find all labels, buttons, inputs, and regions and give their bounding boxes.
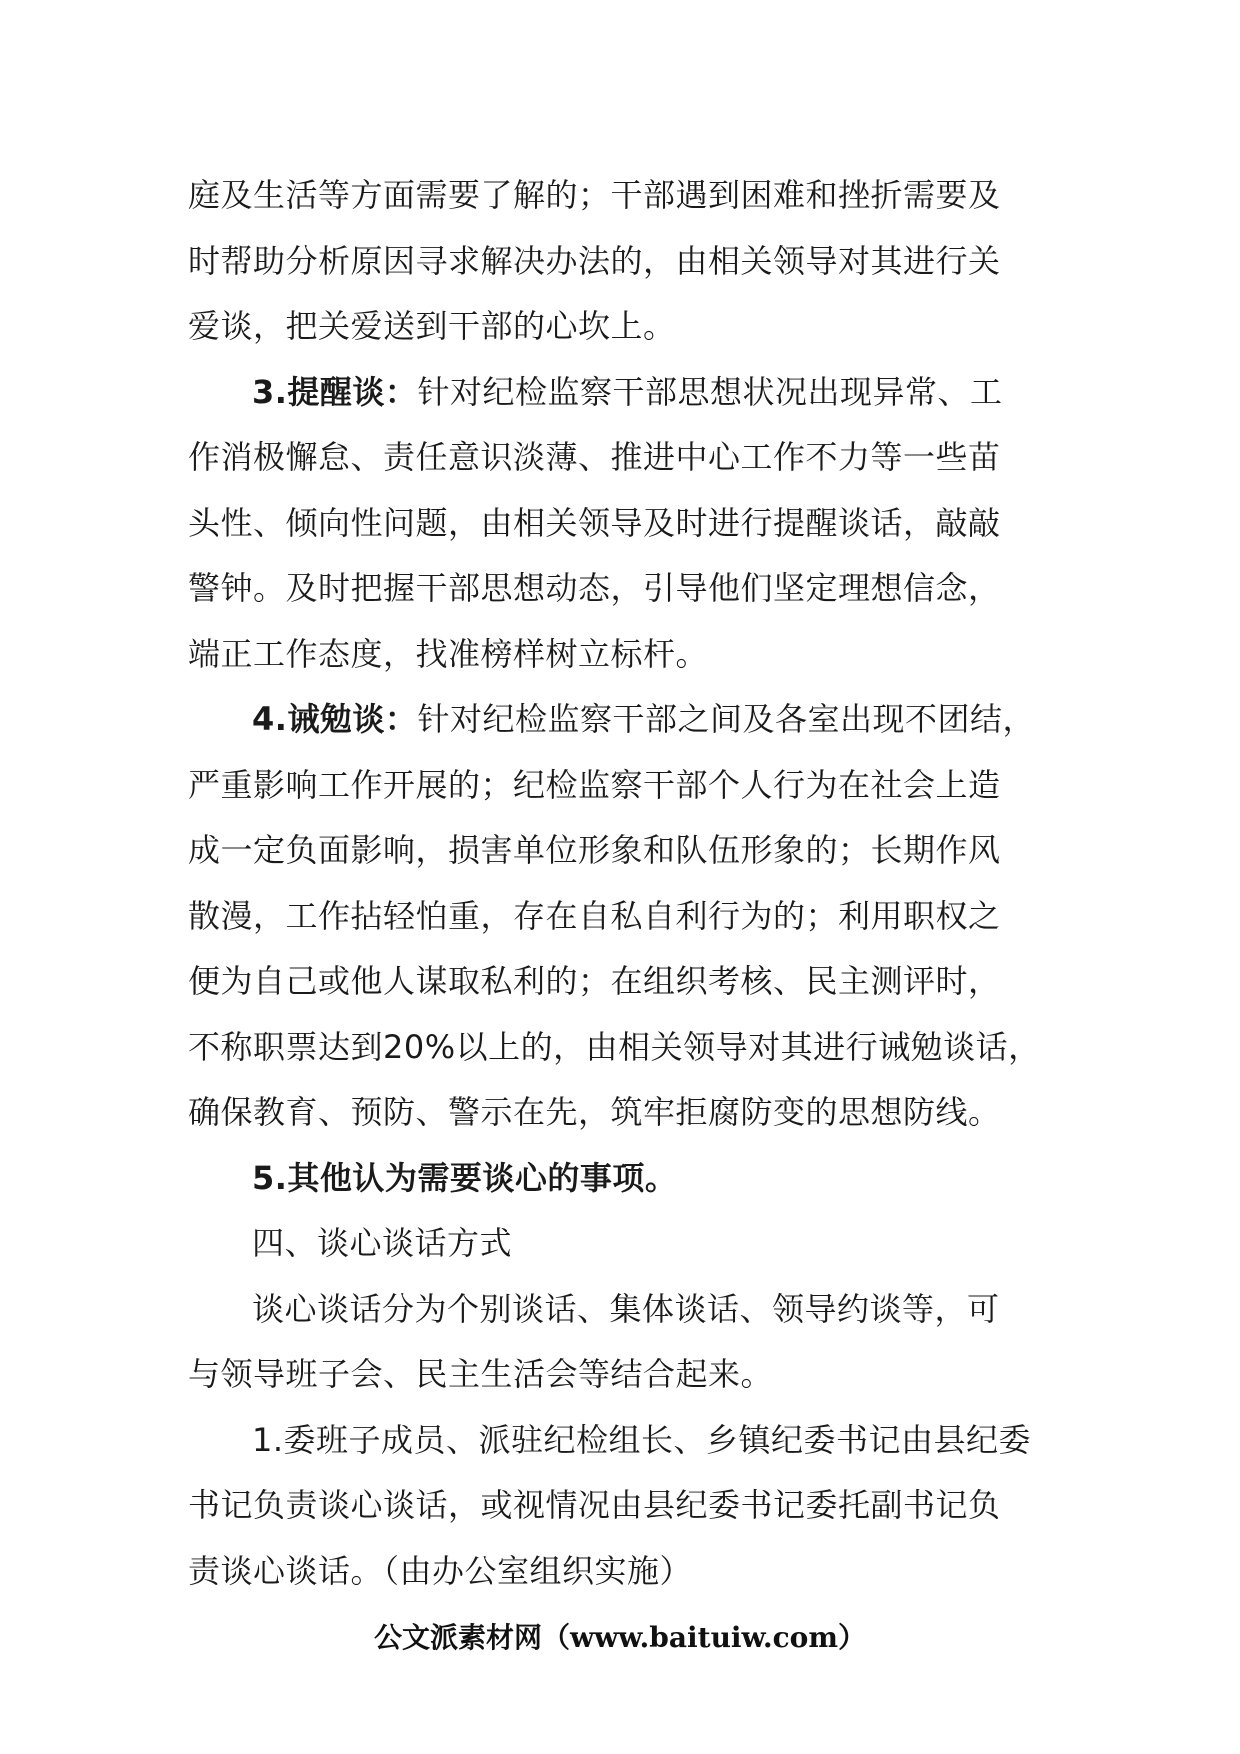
section-heading-admonition: 4.诫勉谈： [252,700,418,738]
text-line: 庭及生活等方面需要了解的；干部遇到困难和挫折需要及 [188,176,1001,214]
text-line: 时帮助分析原因寻求解决办法的，由相关领导对其进行关 [188,241,1001,280]
section-heading-other: 5.其他认为需要谈心的事项。 [252,1158,678,1197]
page-footer-watermark: 公文派素材网（www.baituiw.com） [374,1621,866,1654]
text-line: 1.委班子成员、派驻纪检组长、乡镇纪委书记由县纪委 [252,1420,1032,1459]
text-line: 确保教育、预防、警示在先，筑牢拒腐防变的思想防线。 [188,1093,1001,1131]
text-line: 头性、倾向性问题，由相关领导及时进行提醒谈话，敲敲 [188,503,1001,542]
text-line: 书记负责谈心谈话，或视情况由县纪委书记委托副书记负 [188,1486,1001,1524]
text-line [188,360,1088,426]
section-heading-reminder: 3.提醒谈： [252,372,418,411]
text-line: 不称职票达到20%以上的，由相关领导对其进行诫勉谈话， [188,1027,1041,1066]
text-line: 爱谈，把关爱送到干部的心坎上。 [188,307,676,345]
paragraph-continuation [188,163,1088,360]
text-line: 散漫，工作拈轻怕重，存在自私自利行为的；利用职权之 [188,896,1001,935]
text-run: 针对纪检监察干部之间及各室出现不团结， [417,700,1035,738]
paragraph-section-title [188,1211,1088,1277]
text-line: 谈心谈话分为个别谈话、集体谈话、领导约谈等，可 [252,1289,1000,1328]
document-body [188,163,1088,1604]
text-run: 针对纪检监察干部思想状况出现异常、工 [417,372,1003,411]
text-line: 便为自己或他人谋取私利的；在组织考核、民主测评时， [188,962,1001,1000]
paragraph-reminder-talk [188,360,1088,688]
paragraph-other-matters [188,1146,1088,1212]
paragraph-admonition-talk [188,687,1088,1146]
text-line: 与领导班子会、民主生活会等结合起来。 [188,1355,774,1393]
text-line: 责谈心谈话。（由办公室组织实施） [188,1551,693,1590]
text-line: 作消极懈怠、责任意识淡薄、推进中心工作不力等一些苗 [188,438,1001,476]
text-line: 严重影响工作开展的；纪检监察干部个人行为在社会上造 [188,765,1001,804]
paragraph-talk-types [188,1277,1088,1408]
text-line: 成一定负面影响，损害单位形象和队伍形象的；长期作风 [188,831,1001,869]
text-line: 端正工作态度，找准榜样树立标杆。 [188,634,709,673]
section-title: 四、谈心谈话方式 [252,1224,513,1262]
text-line: 警钟。及时把握干部思想动态，引导他们坚定理想信念， [188,569,1001,607]
text-line [188,687,1088,753]
paragraph-item-1 [188,1408,1088,1605]
